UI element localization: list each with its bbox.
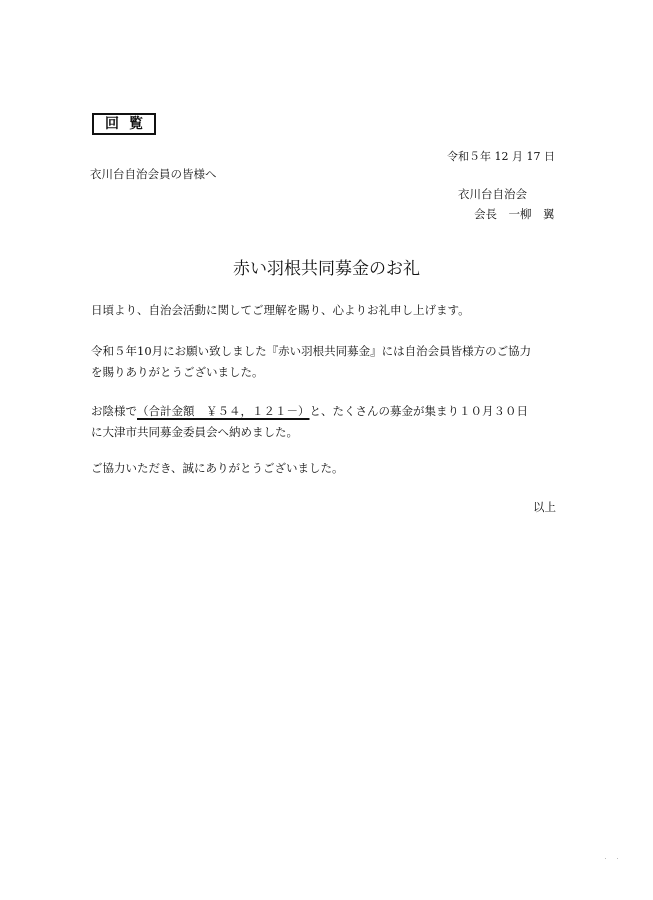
sender-name: 会長 一柳 翼 [474,207,555,221]
paragraph-line: 日頃より、自治会活動に関してご理解を賜り、心よりお礼申し上げます。 [91,303,470,317]
donation-amount: （合計金額 ￥５４，１２１－） [137,404,310,418]
circular-label-box [92,113,156,135]
document-date: 令和５年 12 月 17 日 [447,150,555,163]
paragraph-line: に大津市共同募金委員会へ納めました。 [91,425,298,439]
scan-speck [617,858,618,859]
paragraph-line [91,401,528,422]
paragraph-line: を賜りありがとうございました。 [91,365,264,379]
paragraph-line: ご協力いただき、誠にありがとうございました。 [91,461,344,475]
donation-prefix: お陰様で [91,404,137,418]
closing-remark: 以上 [533,500,556,514]
circular-label: 回覧 [105,116,153,132]
document-title: 赤い羽根共同募金のお礼 [233,259,420,279]
paragraph-request [91,341,531,383]
scan-speck [605,858,606,859]
paragraph-donation [91,401,528,443]
donation-suffix: と、たくさんの募金が集まり１０月３０日 [309,404,528,418]
paragraph-greeting [91,300,470,321]
sender-organization: 衣川台自治会 [458,187,527,201]
addressee: 衣川台自治会員の皆様へ [90,167,217,181]
paragraph-thanks [91,458,344,479]
paragraph-line: 令和５年10月にお願い致しました『赤い羽根共同募金』には自治会員皆様方のご協力 [91,344,532,358]
